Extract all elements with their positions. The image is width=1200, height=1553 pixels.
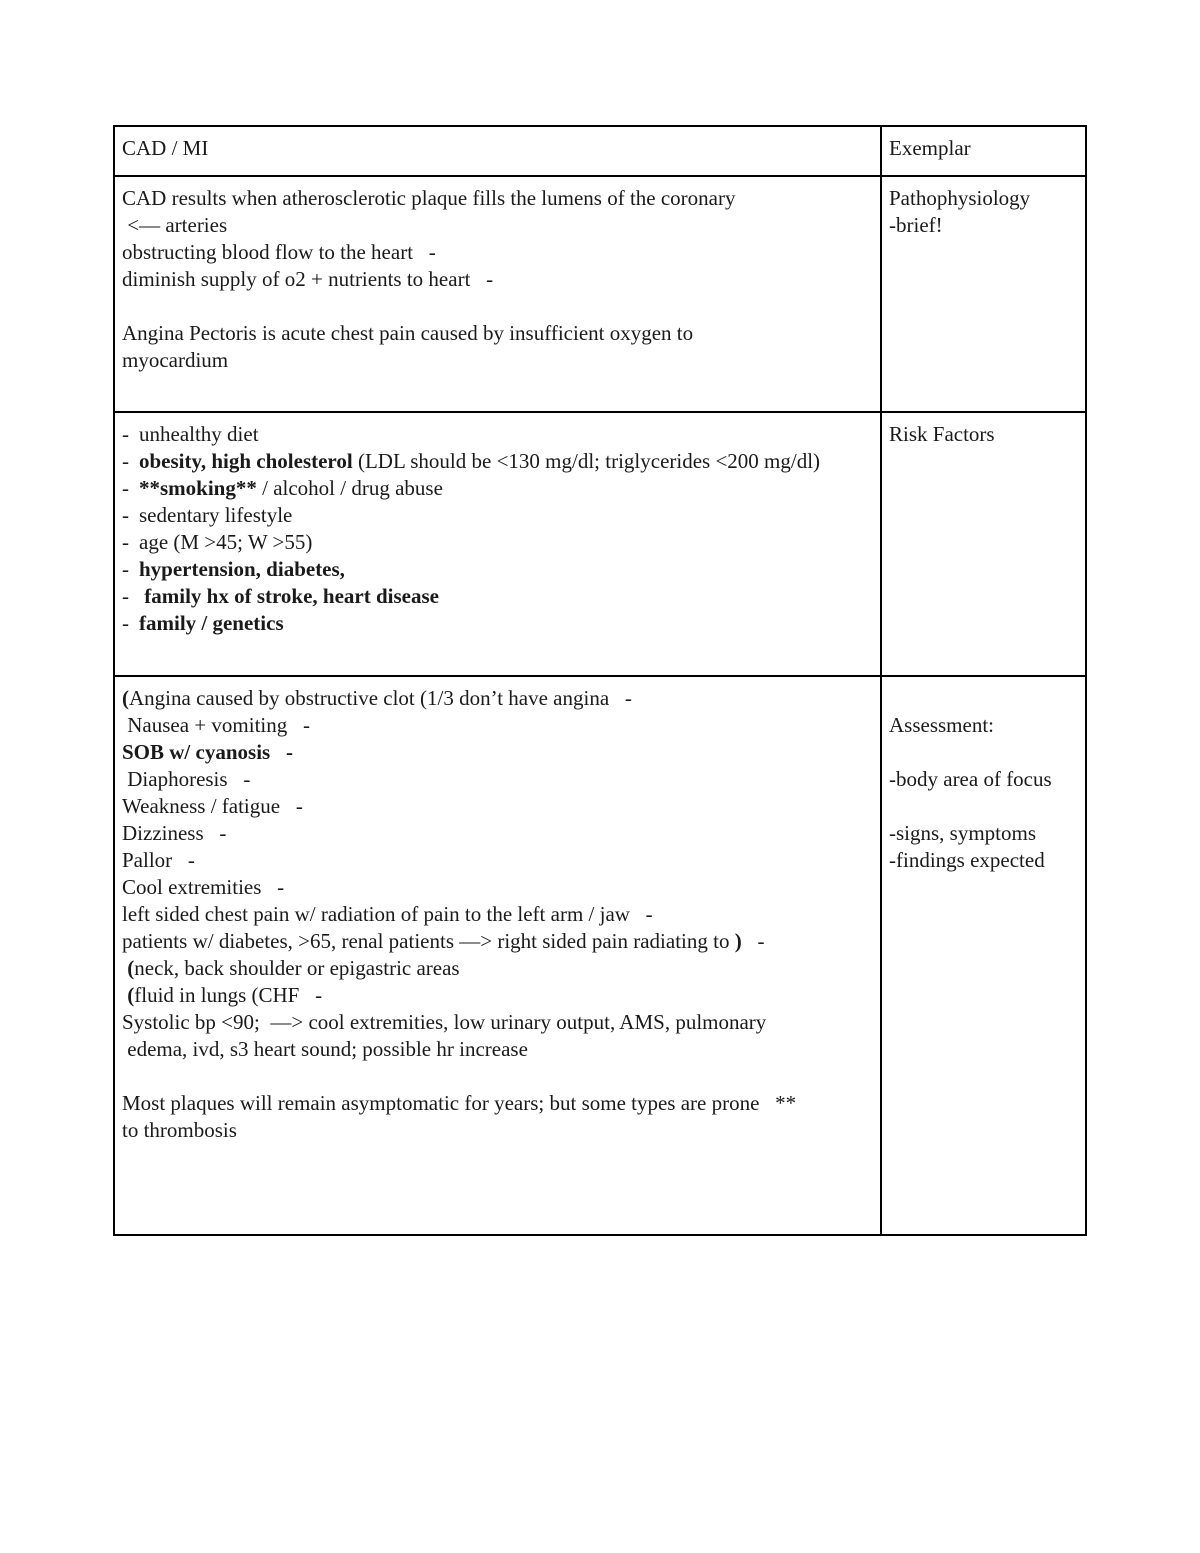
blank-line <box>889 739 1078 766</box>
assess-line: Diaphoresis - <box>122 767 251 791</box>
assess-line: (Angina caused by obstructive clot (1/3 don’t have angina - <box>122 686 632 710</box>
risk-factors-label: Risk Factors <box>889 422 995 446</box>
list-item: - unhealthy diet <box>122 422 259 446</box>
patho-line: CAD results when atherosclerotic plaque fills the lumens of the coronary <box>122 186 736 210</box>
pathophysiology-row <box>114 176 1086 412</box>
assessment-label: Assessment: <box>889 713 994 737</box>
risk-factors-content <box>114 412 881 676</box>
blank-line <box>122 293 873 320</box>
assess-line: edema, ivd, s3 heart sound; possible hr increase <box>122 1037 528 1061</box>
assess-line: Weakness / fatigue - <box>122 794 303 818</box>
list-item: - hypertension, diabetes, <box>122 557 345 581</box>
assess-line: Most plaques will remain asymptomatic for years; but some types are prone ** <box>122 1091 797 1115</box>
assessment-row <box>114 676 1086 1235</box>
assess-line: left sided chest pain w/ radiation of pain to the left arm / jaw - <box>122 902 653 926</box>
assess-line: Nausea + vomiting - <box>122 713 310 737</box>
assess-line: patients w/ diabetes, >65, renal patients —> right sided pain radiating to ) - <box>122 929 765 953</box>
header-topic: CAD / MI <box>122 136 209 160</box>
assess-line: to thrombosis <box>122 1118 237 1142</box>
assess-line: (fluid in lungs (CHF - <box>122 983 323 1007</box>
risk-factors-label-cell <box>881 412 1086 676</box>
pathophysiology-content <box>114 176 881 412</box>
patho-line: diminish supply of o2 + nutrients to heart - <box>122 267 494 291</box>
blank-line <box>122 1063 873 1090</box>
list-item: - family / genetics <box>122 611 284 635</box>
header-exemplar: Exemplar <box>889 136 971 160</box>
header-exemplar-cell <box>881 126 1086 176</box>
list-item: - age (M >45; W >55) <box>122 530 313 554</box>
assess-line: SOB w/ cyanosis - <box>122 740 293 764</box>
list-item: - **smoking** / alcohol / drug abuse <box>122 476 443 500</box>
assess-line: (neck, back shoulder or epigastric areas <box>122 956 460 980</box>
assessment-note: -body area of focus <box>889 767 1052 791</box>
notes-table <box>113 125 1087 1236</box>
list-item: - sedentary lifestyle <box>122 503 293 527</box>
header-topic-cell <box>114 126 881 176</box>
pathophysiology-label: Pathophysiology <box>889 186 1031 210</box>
assess-line: Pallor - <box>122 848 195 872</box>
header-row <box>114 126 1086 176</box>
risk-factors-row <box>114 412 1086 676</box>
pathophysiology-note: -brief! <box>889 213 943 237</box>
list-item: - obesity, high cholesterol (LDL should be <130 mg/dl; triglycerides <200 mg/dl) <box>122 449 821 473</box>
assess-line: Dizziness - <box>122 821 227 845</box>
assess-line: Systolic bp <90; —> cool extremities, low urinary output, AMS, pulmonary <box>122 1010 767 1034</box>
patho-line: myocardium <box>122 348 229 372</box>
assessment-label-cell <box>881 676 1086 1235</box>
assessment-note: -signs, symptoms <box>889 821 1037 845</box>
list-item: - family hx of stroke, heart disease <box>122 584 439 608</box>
assess-line: Cool extremities - <box>122 875 285 899</box>
patho-line: <— arteries <box>122 213 228 237</box>
assessment-content <box>114 676 881 1235</box>
blank-line <box>889 793 1078 820</box>
patho-line: obstructing blood flow to the heart - <box>122 240 436 264</box>
pathophysiology-label-cell <box>881 176 1086 412</box>
assessment-note: -findings expected <box>889 848 1045 872</box>
patho-line: Angina Pectoris is acute chest pain caused by insufficient oxygen to <box>122 321 694 345</box>
